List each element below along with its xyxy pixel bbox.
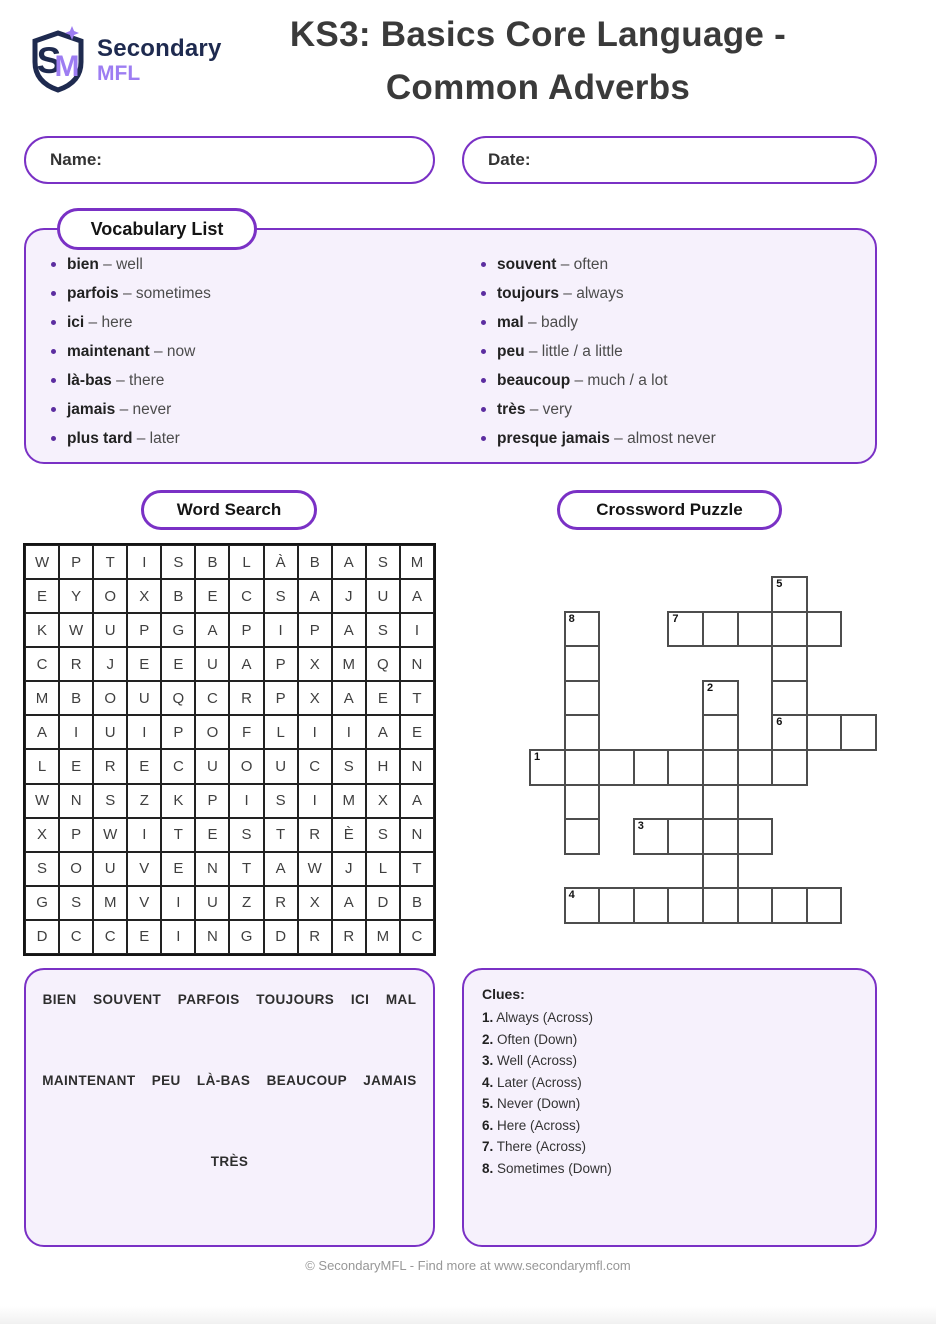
word-search-cell: M bbox=[25, 681, 59, 715]
word-search-cell: R bbox=[332, 920, 366, 954]
word-search-cell: I bbox=[161, 920, 195, 954]
crossword-cell bbox=[702, 714, 739, 751]
word-search-cell: L bbox=[264, 715, 298, 749]
word-bank-word: BIEN bbox=[42, 992, 77, 1007]
word-search-cell: U bbox=[366, 579, 400, 613]
word-bank-row bbox=[26, 1073, 433, 1088]
vocab-item bbox=[50, 308, 211, 337]
word-search-cell: U bbox=[93, 715, 127, 749]
vocab-translation: – here bbox=[84, 314, 133, 331]
vocab-translation: – always bbox=[559, 285, 624, 302]
crossword-cell bbox=[702, 784, 739, 821]
word-search-cell: T bbox=[400, 681, 434, 715]
word-search-cell: A bbox=[264, 852, 298, 886]
word-search-cell: U bbox=[195, 886, 229, 920]
crossword-cell bbox=[737, 611, 774, 648]
word-search-cell: D bbox=[366, 886, 400, 920]
word-search-cell: U bbox=[264, 749, 298, 783]
word-search-cell: K bbox=[161, 784, 195, 818]
clue-item: 6. Here (Across) bbox=[482, 1117, 581, 1133]
vocab-translation: – little / a little bbox=[524, 343, 623, 360]
word-search-cell: Z bbox=[127, 784, 161, 818]
vocab-item bbox=[50, 366, 211, 395]
word-search-cell: Y bbox=[59, 579, 93, 613]
clue-number: 1. bbox=[482, 1010, 494, 1025]
word-search-cell: N bbox=[59, 784, 93, 818]
page-title-line1: KS3: Basics Core Language - bbox=[289, 15, 787, 54]
word-search-cell: M bbox=[366, 920, 400, 954]
word-search-cell: R bbox=[298, 818, 332, 852]
brand-logo bbox=[28, 26, 222, 94]
word-search-cell: S bbox=[264, 579, 298, 613]
word-search-cell: J bbox=[332, 579, 366, 613]
crossword-cell bbox=[564, 818, 601, 855]
word-search-cell: U bbox=[93, 852, 127, 886]
word-search-cell: I bbox=[161, 886, 195, 920]
word-search-cell: C bbox=[59, 920, 93, 954]
vocab-term: très bbox=[497, 401, 526, 418]
word-search-cell: T bbox=[161, 818, 195, 852]
vocabulary-column-right bbox=[480, 250, 716, 453]
clue-number: 7. bbox=[482, 1139, 494, 1154]
clue-number: 3. bbox=[482, 1053, 494, 1068]
word-search-cell: I bbox=[59, 715, 93, 749]
word-search-cell: R bbox=[93, 749, 127, 783]
vocab-term: jamais bbox=[67, 401, 116, 418]
word-search-cell: A bbox=[332, 681, 366, 715]
crossword-cell bbox=[771, 887, 808, 924]
clue-number: 6. bbox=[482, 1117, 494, 1133]
word-search-cell: P bbox=[264, 647, 298, 681]
word-search-cell: X bbox=[298, 681, 332, 715]
clue-item: 8. Sometimes (Down) bbox=[482, 1160, 612, 1176]
crossword-cell bbox=[564, 611, 601, 648]
word-search-heading-pill bbox=[141, 490, 317, 530]
word-search-cell: B bbox=[161, 579, 195, 613]
vocabulary-heading: Vocabulary List bbox=[90, 218, 224, 239]
word-search-cell: W bbox=[25, 545, 59, 579]
clue-number: 4. bbox=[482, 1074, 494, 1090]
word-search-cell: L bbox=[229, 545, 263, 579]
word-search-cell: È bbox=[332, 818, 366, 852]
word-search-cell: H bbox=[366, 749, 400, 783]
brand-name-top: Secondary bbox=[97, 34, 222, 62]
word-search-cell: P bbox=[161, 715, 195, 749]
crossword-cell bbox=[702, 680, 739, 717]
clue-item: 5. Never (Down) bbox=[482, 1096, 581, 1111]
vocab-item bbox=[50, 250, 211, 279]
crossword-clue-number: 4 bbox=[568, 889, 575, 902]
clue-item: 7. There (Across) bbox=[482, 1139, 587, 1154]
clue-number: 8. bbox=[482, 1160, 494, 1176]
word-search-cell: M bbox=[93, 886, 127, 920]
crossword-heading-pill bbox=[557, 490, 782, 530]
word-search-cell: J bbox=[93, 647, 127, 681]
word-search-cell: E bbox=[161, 852, 195, 886]
word-search-cell: S bbox=[264, 784, 298, 818]
vocab-term: bien bbox=[67, 256, 99, 273]
word-search-cell: G bbox=[161, 613, 195, 647]
word-search-cell: J bbox=[332, 852, 366, 886]
vocab-item bbox=[480, 279, 716, 308]
word-search-cell: E bbox=[400, 715, 434, 749]
clues-list bbox=[482, 1007, 875, 1179]
vocab-item bbox=[480, 337, 716, 366]
crossword-cell bbox=[737, 887, 774, 924]
word-search-cell: I bbox=[332, 715, 366, 749]
word-search-cell: X bbox=[298, 647, 332, 681]
vocab-item bbox=[480, 395, 716, 424]
word-bank-row bbox=[26, 1154, 433, 1169]
word-search-cell: A bbox=[195, 613, 229, 647]
word-search-cell: P bbox=[127, 613, 161, 647]
vocab-translation: – never bbox=[115, 401, 172, 418]
vocab-translation: – sometimes bbox=[118, 285, 211, 302]
clue-item: 1. Always (Across) bbox=[482, 1010, 594, 1025]
crossword-heading: Crossword Puzzle bbox=[596, 500, 743, 519]
crossword-cell bbox=[598, 749, 635, 786]
vocab-item bbox=[50, 395, 211, 424]
word-bank-word: PEU bbox=[151, 1073, 181, 1088]
vocab-item bbox=[50, 424, 211, 453]
word-search-cell: W bbox=[59, 613, 93, 647]
word-search-cell: I bbox=[127, 818, 161, 852]
word-search-cell: C bbox=[195, 681, 229, 715]
crossword-cell bbox=[667, 749, 704, 786]
vocab-translation: – there bbox=[111, 372, 165, 389]
word-search-cell: M bbox=[400, 545, 434, 579]
word-bank-word: SOUVENT bbox=[93, 992, 162, 1007]
word-search-grid bbox=[23, 543, 436, 956]
word-search-cell: W bbox=[93, 818, 127, 852]
word-search-cell: S bbox=[366, 613, 400, 647]
crossword-cell bbox=[737, 749, 774, 786]
word-search-cell: U bbox=[195, 647, 229, 681]
crossword-cell bbox=[529, 749, 566, 786]
crossword-cell bbox=[737, 818, 774, 855]
vocab-term: presque jamais bbox=[497, 430, 610, 447]
word-search-cell: V bbox=[127, 886, 161, 920]
vocab-term: souvent bbox=[497, 256, 557, 273]
word-search-cell: C bbox=[400, 920, 434, 954]
word-search-cell: T bbox=[229, 852, 263, 886]
crossword-cell bbox=[702, 749, 739, 786]
clue-item: 3. Well (Across) bbox=[482, 1053, 578, 1068]
word-search-cell: S bbox=[366, 818, 400, 852]
word-search-cell: E bbox=[366, 681, 400, 715]
crossword-cell bbox=[633, 887, 670, 924]
crossword-grid bbox=[529, 576, 878, 925]
word-search-cell: V bbox=[127, 852, 161, 886]
word-search-cell: I bbox=[264, 613, 298, 647]
word-search-cell: I bbox=[127, 545, 161, 579]
crossword-cell bbox=[840, 714, 877, 751]
word-bank-word: ICI bbox=[350, 992, 370, 1007]
word-search-cell: S bbox=[366, 545, 400, 579]
word-search-cell: A bbox=[366, 715, 400, 749]
word-search-cell: E bbox=[59, 749, 93, 783]
word-bank-word: JAMAIS bbox=[363, 1073, 417, 1088]
logo-monogram-m: M bbox=[54, 50, 80, 83]
word-search-cell: S bbox=[93, 784, 127, 818]
vocab-item bbox=[50, 337, 211, 366]
crossword-cell bbox=[771, 576, 808, 613]
vocab-item bbox=[480, 366, 716, 395]
word-search-cell: U bbox=[127, 681, 161, 715]
word-search-cell: À bbox=[264, 545, 298, 579]
vocab-term: là-bas bbox=[67, 372, 112, 389]
clues-panel bbox=[462, 968, 877, 1247]
word-search-cell: W bbox=[298, 852, 332, 886]
vocabulary-panel bbox=[24, 228, 877, 464]
crossword-clue-number: 5 bbox=[776, 578, 783, 590]
word-search-cell: L bbox=[25, 749, 59, 783]
word-search-cell: P bbox=[59, 818, 93, 852]
clue-number: 5. bbox=[482, 1096, 494, 1111]
vocab-item bbox=[480, 308, 716, 337]
clue-number: 2. bbox=[482, 1031, 494, 1047]
word-search-cell: Q bbox=[161, 681, 195, 715]
word-search-cell: A bbox=[298, 579, 332, 613]
crossword-clue-number: 3 bbox=[637, 820, 644, 833]
vocab-term: toujours bbox=[497, 285, 559, 302]
name-field bbox=[24, 136, 435, 184]
word-bank-word: TRÈS bbox=[210, 1154, 249, 1169]
vocab-item bbox=[50, 279, 211, 308]
word-search-cell: Q bbox=[366, 647, 400, 681]
crossword-cell bbox=[702, 818, 739, 855]
word-bank-word: BEAUCOUP bbox=[266, 1073, 348, 1088]
word-search-cell: B bbox=[400, 886, 434, 920]
crossword-clue-number: 6 bbox=[776, 716, 783, 729]
vocabulary-heading-pill bbox=[57, 208, 257, 250]
word-search-cell: C bbox=[229, 579, 263, 613]
vocab-item bbox=[480, 250, 716, 279]
crossword-cell bbox=[702, 853, 739, 890]
word-search-cell: A bbox=[400, 784, 434, 818]
clues-heading: Clues: bbox=[482, 986, 525, 1002]
word-search-cell: R bbox=[264, 886, 298, 920]
vocab-term: mal bbox=[497, 314, 524, 331]
word-search-cell: E bbox=[195, 818, 229, 852]
crossword-cell bbox=[771, 749, 808, 786]
word-search-cell: N bbox=[195, 852, 229, 886]
word-search-cell: O bbox=[229, 749, 263, 783]
vocab-term: ici bbox=[67, 314, 85, 331]
word-bank-word: LÀ-BAS bbox=[196, 1073, 251, 1088]
word-search-cell: C bbox=[25, 647, 59, 681]
vocab-translation: – badly bbox=[523, 314, 579, 331]
crossword-cell bbox=[598, 887, 635, 924]
word-search-cell: I bbox=[229, 784, 263, 818]
crossword-cell bbox=[564, 680, 601, 717]
word-search-cell: B bbox=[298, 545, 332, 579]
word-search-cell: E bbox=[25, 579, 59, 613]
word-search-cell: S bbox=[161, 545, 195, 579]
word-search-cell: R bbox=[59, 647, 93, 681]
word-search-cell: D bbox=[264, 920, 298, 954]
word-search-cell: O bbox=[93, 681, 127, 715]
crossword-clue-number: 7 bbox=[672, 612, 679, 625]
word-search-cell: O bbox=[93, 579, 127, 613]
vocab-term: beaucoup bbox=[497, 372, 571, 389]
vocab-translation: – well bbox=[98, 256, 143, 273]
word-search-cell: I bbox=[400, 613, 434, 647]
crossword-cell bbox=[771, 680, 808, 717]
word-search-cell: P bbox=[298, 613, 332, 647]
word-search-cell: R bbox=[229, 681, 263, 715]
crossword-cell bbox=[771, 611, 808, 648]
word-search-cell: E bbox=[195, 579, 229, 613]
word-search-cell: S bbox=[229, 818, 263, 852]
word-search-cell: B bbox=[195, 545, 229, 579]
word-search-cell: T bbox=[264, 818, 298, 852]
word-search-cell: K bbox=[25, 613, 59, 647]
vocab-term: parfois bbox=[67, 285, 119, 302]
word-search-cell: X bbox=[25, 818, 59, 852]
word-search-cell: N bbox=[400, 749, 434, 783]
word-bank-word: PARFOIS bbox=[177, 992, 240, 1007]
word-search-cell: A bbox=[25, 715, 59, 749]
word-search-cell: I bbox=[127, 715, 161, 749]
logo-monogram-s: S bbox=[36, 40, 62, 81]
vocab-translation: – very bbox=[525, 401, 572, 418]
word-search-cell: P bbox=[229, 613, 263, 647]
word-search-cell: Z bbox=[229, 886, 263, 920]
word-search-cell: C bbox=[93, 920, 127, 954]
date-field bbox=[462, 136, 877, 184]
word-search-cell: T bbox=[400, 852, 434, 886]
word-search-cell: X bbox=[366, 784, 400, 818]
crossword-cell bbox=[564, 645, 601, 682]
crossword-cell bbox=[771, 714, 808, 751]
crossword-cell bbox=[633, 749, 670, 786]
vocab-translation: – much / a lot bbox=[570, 372, 668, 389]
word-search-cell: S bbox=[332, 749, 366, 783]
crossword-cell bbox=[633, 818, 670, 855]
word-bank-word: MAINTENANT bbox=[42, 1073, 136, 1088]
page-bottom-edge bbox=[0, 1306, 936, 1324]
word-search-cell: E bbox=[161, 647, 195, 681]
crossword-cell bbox=[771, 645, 808, 682]
word-search-cell: N bbox=[400, 818, 434, 852]
word-search-cell: B bbox=[59, 681, 93, 715]
crossword-cell bbox=[564, 887, 601, 924]
name-label: Name: bbox=[50, 150, 102, 169]
word-search-cell: A bbox=[229, 647, 263, 681]
footer-credit: © SecondaryMFL - Find more at www.secondarymfl.com bbox=[305, 1258, 631, 1273]
word-search-cell: M bbox=[332, 784, 366, 818]
word-search-cell: N bbox=[195, 920, 229, 954]
crossword-cell bbox=[564, 784, 601, 821]
word-search-heading: Word Search bbox=[176, 500, 282, 519]
crossword-cell bbox=[702, 611, 739, 648]
word-search-cell: T bbox=[93, 545, 127, 579]
word-search-cell: U bbox=[93, 613, 127, 647]
shield-logo-icon bbox=[28, 26, 88, 94]
crossword-cell bbox=[667, 887, 704, 924]
word-search-cell: D bbox=[25, 920, 59, 954]
word-search-cell: N bbox=[400, 647, 434, 681]
word-search-cell: G bbox=[25, 886, 59, 920]
word-search-cell: P bbox=[59, 545, 93, 579]
vocab-translation: – often bbox=[556, 256, 609, 273]
word-search-cell: C bbox=[298, 749, 332, 783]
word-search-cell: A bbox=[332, 886, 366, 920]
word-search-cell: P bbox=[195, 784, 229, 818]
vocab-term: maintenant bbox=[67, 343, 150, 360]
word-search-cell: O bbox=[59, 852, 93, 886]
vocab-translation: – almost never bbox=[609, 430, 716, 447]
word-search-cell: S bbox=[25, 852, 59, 886]
word-bank-panel bbox=[24, 968, 435, 1247]
brand-name-bottom: MFL bbox=[97, 61, 141, 85]
word-search-cell: X bbox=[298, 886, 332, 920]
crossword-cell bbox=[806, 611, 843, 648]
word-search-cell: W bbox=[25, 784, 59, 818]
word-search-cell: O bbox=[195, 715, 229, 749]
page-title bbox=[200, 8, 876, 114]
date-label: Date: bbox=[488, 150, 531, 169]
word-search-cell: A bbox=[332, 613, 366, 647]
word-search-cell: P bbox=[264, 681, 298, 715]
word-search-cell: U bbox=[195, 749, 229, 783]
word-bank-word: TOUJOURS bbox=[256, 992, 335, 1007]
crossword-cell bbox=[564, 714, 601, 751]
word-search-cell: G bbox=[229, 920, 263, 954]
word-bank-word: MAL bbox=[385, 992, 417, 1007]
word-search-cell: M bbox=[332, 647, 366, 681]
crossword-cell bbox=[667, 611, 704, 648]
word-search-cell: E bbox=[127, 749, 161, 783]
vocab-term: plus tard bbox=[67, 430, 133, 447]
crossword-clue-number: 1 bbox=[534, 751, 541, 763]
word-search-cell: E bbox=[127, 647, 161, 681]
word-search-cell: R bbox=[298, 920, 332, 954]
word-search-cell: A bbox=[332, 545, 366, 579]
vocabulary-column-left bbox=[50, 250, 211, 453]
crossword-cell bbox=[702, 887, 739, 924]
clue-item: 4. Later (Across) bbox=[482, 1074, 582, 1090]
word-search-cell: C bbox=[161, 749, 195, 783]
crossword-cell bbox=[806, 887, 843, 924]
word-search-cell: I bbox=[298, 784, 332, 818]
clue-item: 2. Often (Down) bbox=[482, 1031, 578, 1047]
word-bank-row bbox=[26, 992, 433, 1007]
vocab-translation: – now bbox=[149, 343, 196, 360]
page-title-line2: Common Adverbs bbox=[385, 68, 691, 107]
vocab-item bbox=[480, 424, 716, 453]
crossword-cell bbox=[667, 818, 704, 855]
word-search-cell: I bbox=[298, 715, 332, 749]
vocab-translation: – later bbox=[132, 430, 180, 447]
crossword-cell bbox=[564, 749, 601, 786]
word-search-cell: X bbox=[127, 579, 161, 613]
word-search-cell: L bbox=[366, 852, 400, 886]
word-search-cell: F bbox=[229, 715, 263, 749]
word-search-cell: S bbox=[59, 886, 93, 920]
crossword-clue-number: 2 bbox=[707, 681, 714, 694]
word-search-cell: E bbox=[127, 920, 161, 954]
crossword-cell bbox=[806, 714, 843, 751]
crossword-clue-number: 8 bbox=[568, 612, 575, 625]
word-search-cell: A bbox=[400, 579, 434, 613]
vocab-term: peu bbox=[497, 343, 525, 360]
